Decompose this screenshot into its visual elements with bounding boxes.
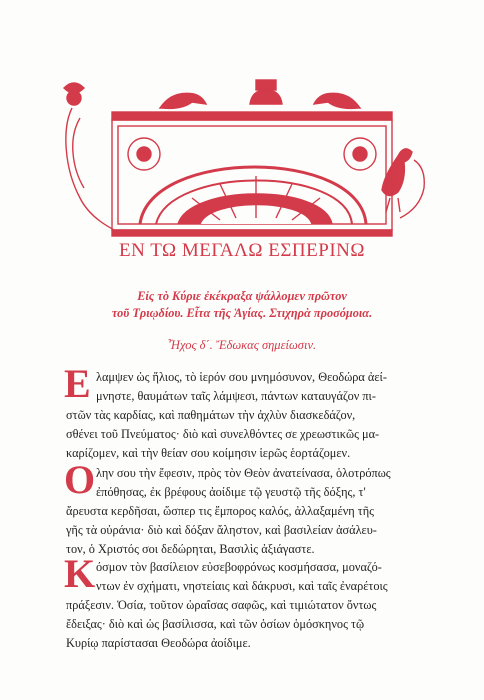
stanza-line: λην σου τὴν ἔφεσιν, πρὸς τὸν Θεὸν ἀνατείνασα, ὁλοτρόπως (96, 466, 391, 480)
stanza-line: λαμψεν ὡς ἥλιος, τὸ ἱερόν σου μνημόσυνον, Θεοδώρα ἀεί- (96, 370, 387, 384)
stanza-line: μνηστε, θαυμάτων ταῖς λάμψεσι, πάντων καταυγάζον πι- (96, 389, 376, 403)
tone-heading: Ἦχος δ΄. Ἔδωκας σημείωσιν. (167, 338, 317, 352)
stanza-line: όσμον τὸν βασίλειον εὐσεβοφρόνως κοσμήσασα, μοναζό- (96, 560, 382, 574)
drop-cap-initial: Ε (64, 361, 91, 406)
rubric-line-2: τοῦ Τριῳδίου. Εἶτα τῆς Ἁγίας. Στιχηρὰ προσόμοια. (111, 306, 373, 320)
stanza-2 (64, 457, 422, 559)
rubric-line-1: Εἰς τὸ Κύριε ἐκέκραξα ψάλλομεν πρῶτον (137, 289, 347, 303)
stanza-line: τον, ὁ Χριστός σοι δεδώρηται, Βασιλὶς ἀξιάγαστε. (66, 542, 315, 556)
stanza-1 (64, 361, 422, 463)
stanza-line: Κυρίῳ παρίστασαι Θεοδώρα ἀοίδιμε. (66, 636, 251, 650)
stanza-line: καρίζομεν, καὶ τὴν θείαν σου κοίμησιν ἱερῶς ἑορτάζομεν. (66, 446, 351, 460)
stanza-line: γῆς τὰ οὐράνια· διὸ καὶ δόξαν ἄληστον, καὶ βασιλείαν ἀσάλευ- (66, 523, 377, 537)
drop-cap-initial: Κ (64, 551, 96, 596)
headpiece-ornament (60, 58, 430, 238)
page-title: ΕΝ ΤΩ ΜΕΓΑΛΩ ΕΣΠΕΡΙΝΩ (118, 240, 365, 261)
stanza-line: στῶν τὰς καρδίας, καὶ παθημάτων τὴν ἀχλὺν διασκεδάζον, (66, 408, 356, 422)
stanza-line: σθένει τοῦ Πνεύματος· διὸ καὶ συνελθόντες σε χρεωστικῶς μα- (66, 427, 380, 441)
stanza-line: ἄρευστα κερδῆσαι, ὥσπερ τις ἔμπορος καλός, ἀλλαξαμένη τῆς (66, 504, 375, 518)
drop-cap-initial: Ο (64, 457, 96, 502)
stanza-3 (64, 551, 422, 653)
stanza-line: πράξεσιν. Ὁσία, τοῦτον ὡραΐσας σαφῶς, καὶ τιμιώτατον ὄντως (66, 598, 377, 612)
stanza-line: ἐπόθησας, ἐκ βρέφους ἀοίδιμε τῷ γευστῷ τῆς δόξης, τ' (96, 485, 366, 499)
stanza-line: ἔδειξας· διὸ καὶ ὡς βασίλισσα, καὶ τῶν ὁσίων ὁμόσκηνος τῷ (66, 617, 365, 631)
stanza-line: ντων ἐν σχήματι, νηστείαις καὶ δάκρυσι, καὶ ταῖς ἐναρέτοις (96, 579, 388, 593)
